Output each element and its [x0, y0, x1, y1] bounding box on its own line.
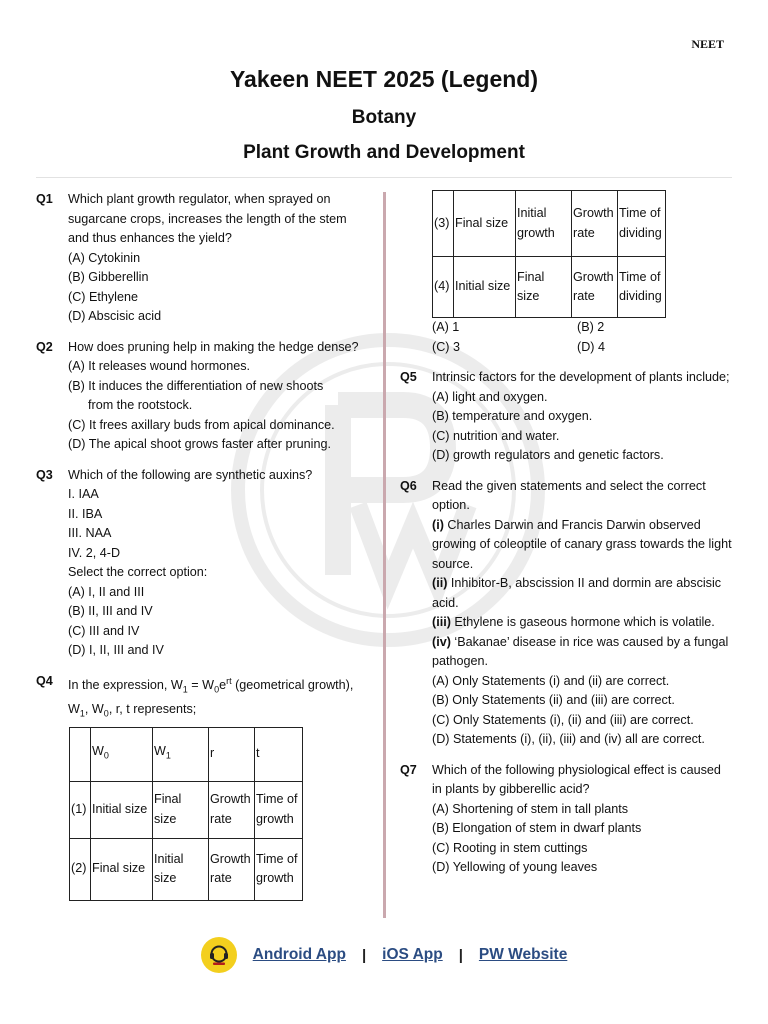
- question-number: Q3: [36, 467, 53, 482]
- statement-iv: (iv) ‘Bakanae’ disease in rice was caused by a fungal pathogen.: [432, 634, 729, 668]
- option-b: (B) Only Statements (ii) and (iii) are correct.: [432, 693, 675, 707]
- option-c: (C) nutrition and water.: [432, 428, 560, 443]
- question-q2: [36, 338, 370, 455]
- pw-website-link[interactable]: PW Website: [478, 946, 568, 963]
- option-d: (D) Yellowing of young leaves: [432, 860, 598, 874]
- statement-ii: (ii) Inhibitor-B, abscission II and dormin are abscisic acid.: [432, 576, 722, 610]
- column-header-w1: $W_1$: [153, 727, 209, 781]
- footer-links: [0, 937, 768, 973]
- question-q6: [400, 477, 734, 750]
- question-text: Which of the following are synthetic auxins?: [68, 467, 313, 482]
- android-app-link[interactable]: Android App: [252, 946, 346, 963]
- q4-table-part2: [432, 190, 666, 318]
- q4-options: [432, 318, 652, 357]
- list-item: I. IAA: [68, 487, 99, 501]
- question-q1: [36, 190, 370, 327]
- option-d: (D) growth regulators and genetic factors.: [432, 448, 664, 462]
- column-divider: [383, 192, 386, 918]
- page-title: Yakeen NEET 2025 (Legend): [229, 66, 539, 92]
- table-row: (3) Final size Initial growth Growth rate Time of dividing: [433, 191, 666, 257]
- q4-table-part1: [69, 727, 303, 901]
- option-c: (C) It frees axillary buds from apical dominance.: [68, 417, 335, 432]
- question-text: In the expression, $W_1 = W_0e^{rt}$ (geometrical growth), $W_1$, $W_0$, r, t represents;: [68, 675, 354, 719]
- option-a: (A) 1: [432, 320, 460, 334]
- option-c: (C) Ethylene: [68, 289, 138, 304]
- neet-tag: NEET: [691, 37, 724, 51]
- footer-separator: |: [458, 946, 463, 964]
- header-divider: [36, 177, 732, 178]
- option-a: (A) Shortening of stem in tall plants: [432, 801, 628, 816]
- question-text: How does pruning help in making the hedge dense?: [68, 339, 359, 354]
- option-c: (C) III and IV: [68, 623, 140, 638]
- statement-i: (i) Charles Darwin and Francis Darwin observed growing of coleoptile of canary grass towards the light source.: [432, 517, 732, 571]
- column-header-r: r: [209, 727, 255, 781]
- option-b: (B) temperature and oxygen.: [432, 409, 593, 423]
- table-row: (2) Final size Initial size Growth rate Time of growth: [70, 838, 303, 900]
- option-b: (B) II, III and IV: [68, 604, 153, 618]
- question-number: Q1: [36, 192, 53, 206]
- option-d: (D) I, II, III and IV: [68, 643, 164, 657]
- option-d: (D) The apical shoot grows faster after pruning.: [68, 437, 331, 451]
- list-item: IV. 2, 4-D: [68, 545, 121, 560]
- statement-iii: (iii) Ethylene is gaseous hormone which is volatile.: [432, 615, 715, 629]
- chapter-title: Plant Growth and Development: [243, 142, 525, 163]
- table-row: (1) Initial size Final size Growth rate Time of growth: [70, 781, 303, 838]
- customer-service-headset-icon: [201, 937, 237, 973]
- option-d: (D) Statements (i), (ii), (iii) and (iv) all are correct.: [432, 732, 705, 746]
- question-number: Q7: [400, 762, 417, 777]
- column-header-w0: $W_0$: [91, 727, 153, 781]
- question-number: Q5: [400, 370, 417, 384]
- question-text: Intrinsic factors for the development of plants include;: [432, 370, 730, 384]
- question-prompt: Select the correct option:: [68, 565, 208, 579]
- option-c: (C) Rooting in stem cuttings: [432, 840, 588, 855]
- question-text: Read the given statements and select the correct option.: [432, 478, 706, 512]
- option-a: (A) It releases wound hormones.: [68, 359, 250, 373]
- option-d: (D) Abscisic acid: [68, 309, 162, 323]
- question-q5: [400, 368, 734, 466]
- question-text: Which of the following physiological effect is caused in plants by gibberellic acid?: [432, 762, 721, 796]
- option-c: (C) Only Statements (i), (ii) and (iii) are correct.: [432, 712, 694, 727]
- right-column: [400, 190, 734, 889]
- option-b: (B) 2: [577, 320, 605, 334]
- ios-app-link[interactable]: iOS App: [382, 946, 443, 963]
- question-text: Which plant growth regulator, when sprayed on sugarcane crops, increases the length of the stem and thus enhances the yield?: [68, 192, 347, 245]
- option-d: (D) 4: [577, 339, 605, 354]
- table-header-row: [70, 727, 303, 781]
- question-number: Q2: [36, 339, 53, 354]
- footer-separator: |: [361, 946, 367, 964]
- subject-title: Botany: [351, 107, 417, 128]
- question-number: Q4: [36, 673, 53, 688]
- option-b: (B) Gibberellin: [68, 270, 149, 284]
- question-number: Q6: [400, 478, 417, 493]
- option-a: (A) I, II and III: [68, 584, 145, 599]
- option-a: (A) Only Statements (i) and (ii) are correct.: [432, 673, 670, 688]
- column-header-t: t: [255, 727, 303, 781]
- option-c: (C) 3: [432, 339, 460, 354]
- option-a: (A) light and oxygen.: [432, 389, 548, 404]
- left-column: [36, 190, 370, 901]
- list-item: III. NAA: [68, 526, 112, 540]
- list-item: II. IBA: [68, 506, 103, 521]
- table-row: (4) Initial size Final size Growth rate Time of dividing: [433, 257, 666, 318]
- question-q7: [400, 761, 734, 878]
- question-q4: [36, 672, 370, 724]
- option-b: (B) It induces the differentiation of new shoots: [68, 378, 324, 393]
- option-b-continued: from the rootstock.: [88, 398, 193, 412]
- option-b: (B) Elongation of stem in dwarf plants: [432, 821, 642, 835]
- option-a: (A) Cytokinin: [68, 250, 141, 265]
- question-q3: [36, 466, 370, 661]
